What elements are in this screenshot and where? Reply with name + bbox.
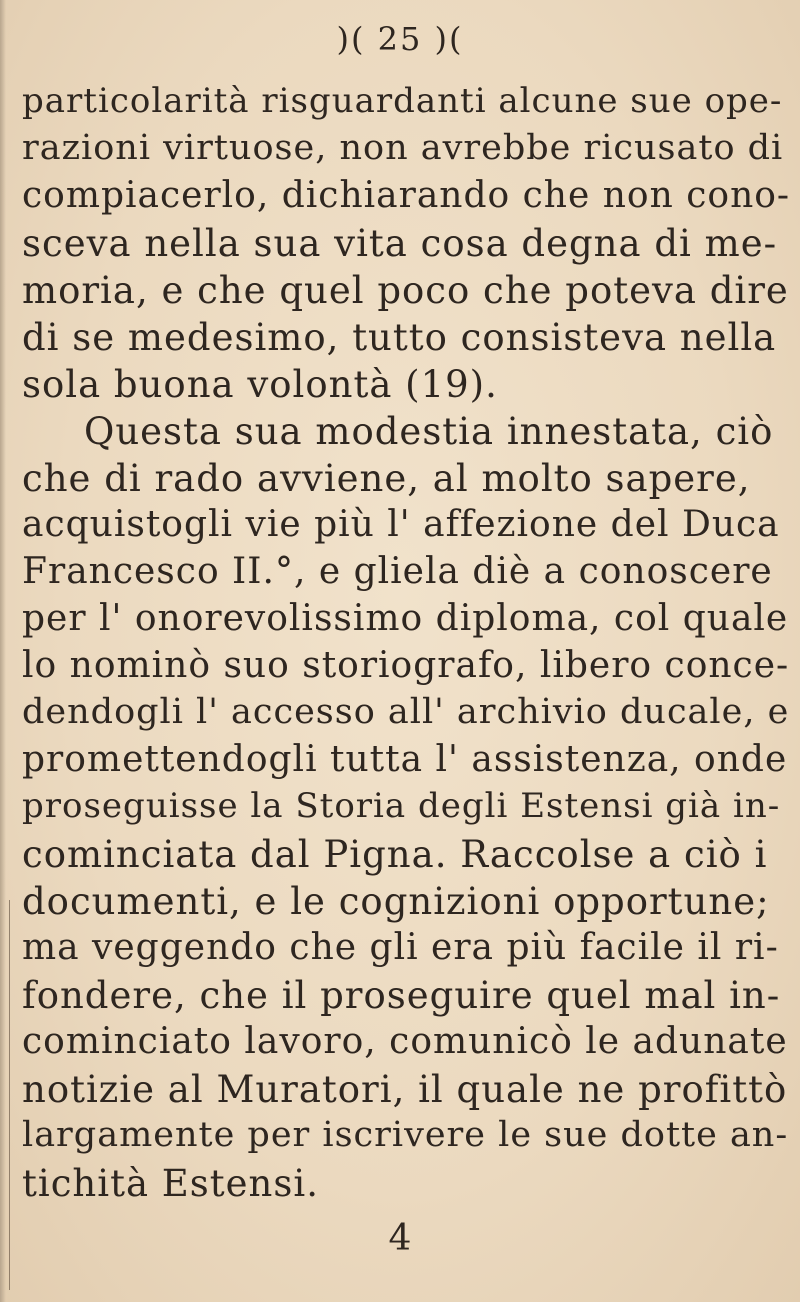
text-line: acquistogli vie più l' affezione del Duca — [22, 504, 780, 545]
text-line: documenti, e le cognizioni opportune; — [22, 880, 770, 923]
text-line: razioni virtuose, non avrebbe ricusato di — [22, 128, 784, 168]
text-line: Questa sua modestia innestata, ciò — [84, 410, 774, 453]
text-line: particolarità risguardanti alcune sue ope- — [22, 81, 783, 121]
text-line: fondere, che il proseguire quel mal in- — [22, 974, 781, 1017]
text-line: proseguisse la Storia degli Estensi già in- — [22, 786, 781, 826]
text-line: tichità Estensi. — [22, 1162, 319, 1205]
text-line: ma veggendo che gli era più facile il ri- — [22, 927, 779, 968]
text-line: compiacerlo, dichiarando che non cono- — [22, 175, 791, 216]
page-edge — [0, 0, 6, 1302]
text-line: largamente per iscrivere le sue dotte an- — [22, 1115, 789, 1155]
text-line: moria, e che quel poco che poteva dire — [22, 269, 789, 312]
text-line: dendogli l' accesso all' archivio ducale, e — [22, 692, 790, 732]
text-line: cominciata dal Pigna. Raccolse a ciò i — [22, 833, 768, 876]
text-line: notizie al Muratori, il quale ne profittò — [22, 1068, 788, 1111]
text-line: Francesco II.°, e gliela diè a conoscere — [22, 551, 773, 592]
signature-mark: 4 — [388, 1218, 412, 1259]
text-line: cominciato lavoro, comunicò le adunate — [22, 1021, 788, 1062]
text-line: promettendogli tutta l' assistenza, onde — [22, 739, 788, 780]
page-number-header: )( 25 )( — [336, 20, 464, 58]
text-line: che di rado avviene, al molto sapere, — [22, 457, 751, 500]
text-line: lo nominò suo storiografo, libero conce- — [22, 645, 790, 686]
text-line: per l' onorevolissimo diploma, col quale — [22, 598, 789, 639]
text-line: sola buona volontà (19). — [22, 363, 498, 406]
text-line: sceva nella sua vita cosa degna di me- — [22, 222, 778, 265]
text-line: di se medesimo, tutto consisteva nella — [22, 316, 777, 359]
